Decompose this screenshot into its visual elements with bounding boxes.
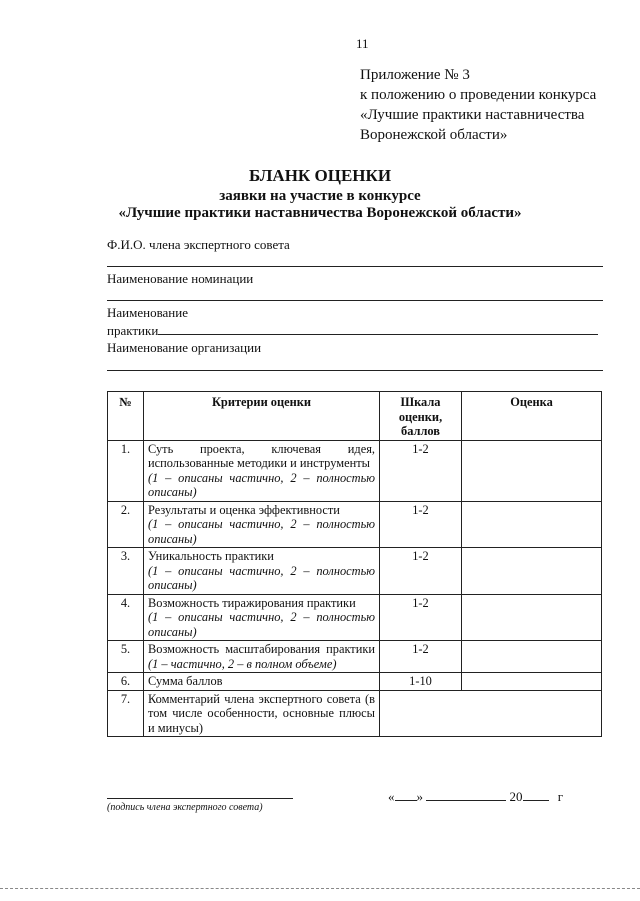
row-num: 5.: [108, 641, 144, 673]
bottom-divider: [0, 888, 640, 889]
table-row: [108, 673, 602, 691]
criterion-hint: (1 – описаны частично, 2 – полностью описаны): [148, 470, 375, 499]
row-scale: 1-2: [380, 594, 462, 641]
date-year-line[interactable]: [523, 788, 549, 801]
appendix-line-3: «Лучшие практики наставничества: [360, 107, 585, 123]
document-title: БЛАНК ОЦЕНКИ: [248, 166, 392, 185]
practice-line[interactable]: [158, 322, 598, 335]
table-row: [108, 690, 602, 737]
document-subtitle-1: заявки на участие в конкурсе: [219, 188, 421, 204]
nomination-line[interactable]: [107, 300, 603, 301]
criterion-text: Комментарий члена экспертного совета (в том числе особенности, основные плюсы и минусы): [148, 691, 375, 735]
row-num: 4.: [108, 594, 144, 641]
header-criteria: Критерии оценки: [144, 392, 380, 441]
row-criterion: [144, 690, 380, 737]
practice-label-row: [107, 322, 598, 339]
criterion-hint: (1 – описаны частично, 2 – полностью описаны): [148, 563, 375, 592]
table-row: [108, 440, 602, 501]
criterion-hint: (1 – описаны частично, 2 – полностью описаны): [148, 610, 375, 639]
organization-line[interactable]: [107, 370, 603, 371]
row-criterion: [144, 673, 380, 691]
criterion-text: Суть проекта, ключевая идея, использованные методики и инструменты: [148, 441, 375, 470]
row-num: 3.: [108, 548, 144, 595]
row-scale: 1-10: [380, 673, 462, 691]
row-num: 7.: [108, 690, 144, 737]
table-row: [108, 641, 602, 673]
row-score-cell[interactable]: [462, 548, 602, 595]
appendix-line-4: Воронежской области»: [360, 127, 508, 143]
row-scale: 1-2: [380, 440, 462, 501]
row-criterion: [144, 501, 380, 548]
row-criterion: [144, 548, 380, 595]
row-num: 2.: [108, 501, 144, 548]
row-score-cell[interactable]: [462, 440, 602, 501]
row-scale: 1-2: [380, 548, 462, 595]
page-number: 11: [356, 36, 369, 51]
organization-label: Наименование организации: [107, 340, 262, 355]
date-year-prefix: 20: [509, 789, 523, 804]
practice-label-line-2: практики: [107, 323, 159, 338]
header-num: №: [108, 392, 144, 441]
date-block: [388, 788, 563, 805]
table-row: [108, 594, 602, 641]
header-score: Оценка: [462, 392, 602, 441]
header-scale: Шкала оценки, баллов: [380, 392, 462, 441]
document-subtitle-2: «Лучшие практики наставничества Воронежской области»: [118, 205, 522, 221]
date-year-suffix: г: [557, 789, 564, 804]
signature-caption: (подпись члена экспертного совета): [107, 802, 263, 813]
row-score-cell[interactable]: [462, 501, 602, 548]
row-score-cell[interactable]: [462, 594, 602, 641]
date-month-line[interactable]: [426, 788, 506, 801]
row-criterion: [144, 594, 380, 641]
signature-line[interactable]: [107, 798, 293, 799]
table-header-row: [108, 392, 602, 441]
nomination-label: Наименование номинации: [107, 271, 254, 286]
expert-name-line[interactable]: [107, 266, 603, 267]
date-day-line[interactable]: [395, 788, 417, 801]
row-num: 6.: [108, 673, 144, 691]
practice-label-line-1: Наименование: [107, 305, 188, 320]
appendix-line-1: Приложение № 3: [360, 67, 470, 83]
comment-cell[interactable]: [380, 690, 602, 737]
date-close-quote: »: [416, 789, 423, 804]
criterion-hint: (1 – частично, 2 – в полном объеме): [148, 656, 337, 671]
row-score-cell[interactable]: [462, 641, 602, 673]
appendix-block: [360, 65, 630, 145]
criterion-text: Возможность тиражирования практики: [148, 595, 356, 610]
table-row: [108, 501, 602, 548]
row-criterion: [144, 440, 380, 501]
criterion-text: Возможность масштабирования практики: [148, 642, 375, 656]
row-num: 1.: [108, 440, 144, 501]
expert-name-label: Ф.И.О. члена экспертного совета: [107, 237, 290, 252]
row-criterion: [144, 641, 380, 673]
criterion-hint: (1 – описаны частично, 2 – полностью описаны): [148, 517, 375, 546]
date-open-quote: «: [388, 789, 395, 804]
row-scale: 1-2: [380, 641, 462, 673]
evaluation-table: [107, 391, 602, 737]
criterion-text: Результаты и оценка эффективности: [148, 502, 340, 517]
appendix-line-2: к положению о проведении конкурса: [360, 87, 597, 103]
table-row: [108, 548, 602, 595]
row-score-cell[interactable]: [462, 673, 602, 691]
criterion-text: Сумма баллов: [148, 674, 223, 688]
criterion-text: Уникальность практики: [148, 549, 274, 563]
row-scale: 1-2: [380, 501, 462, 548]
